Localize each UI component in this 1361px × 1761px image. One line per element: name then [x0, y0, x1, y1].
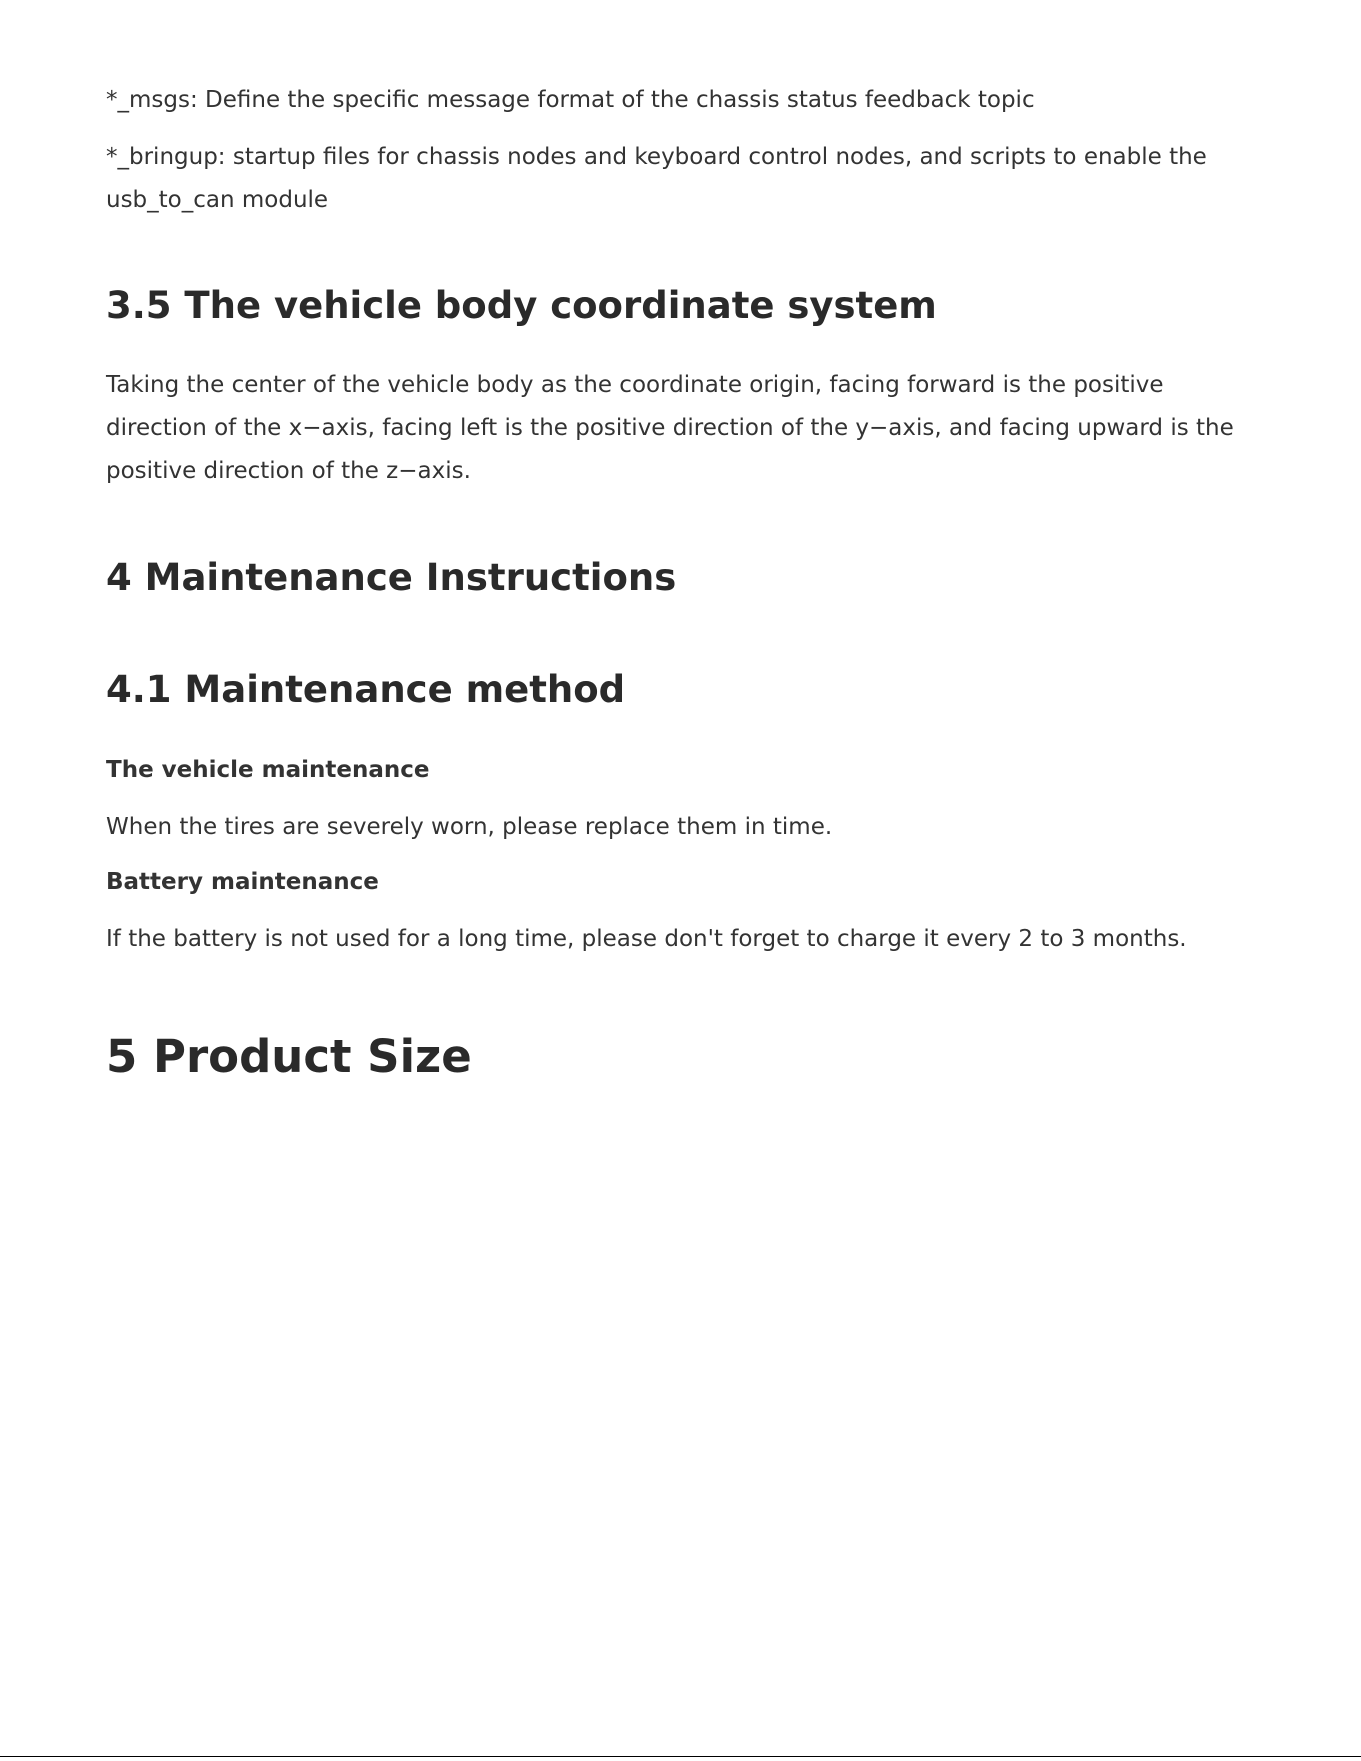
vehicle-maintenance-heading: The vehicle maintenance: [106, 757, 430, 783]
section-4-1-heading: 4.1 Maintenance method: [106, 668, 626, 711]
bringup-paragraph-line-1: *_bringup: startup files for chassis nodes and keyboard control nodes, and scripts to enable the: [106, 144, 1207, 170]
coordinate-paragraph-line-1: Taking the center of the vehicle body as the coordinate origin, facing forward is the positive: [106, 372, 1164, 398]
section-4-heading: 4 Maintenance Instructions: [106, 556, 677, 599]
msgs-paragraph: *_msgs: Define the specific message format of the chassis status feedback topic: [106, 87, 1035, 113]
section-3-5-heading: 3.5 The vehicle body coordinate system: [106, 284, 937, 327]
vehicle-maintenance-text: When the tires are severely worn, please replace them in time.: [106, 814, 833, 840]
coordinate-paragraph-line-2: direction of the x−axis, facing left is the positive direction of the y−axis, and facing upward is the: [106, 415, 1234, 441]
battery-maintenance-heading: Battery maintenance: [106, 869, 379, 895]
coordinate-paragraph-line-3: positive direction of the z−axis.: [106, 458, 471, 484]
battery-maintenance-text: If the battery is not used for a long time, please don't forget to charge it every 2 to 3 months.: [106, 926, 1187, 952]
bringup-paragraph-line-2: usb_to_can module: [106, 187, 329, 213]
page-bottom-divider: [0, 1756, 1361, 1757]
section-5-heading: 5 Product Size: [106, 1030, 472, 1083]
